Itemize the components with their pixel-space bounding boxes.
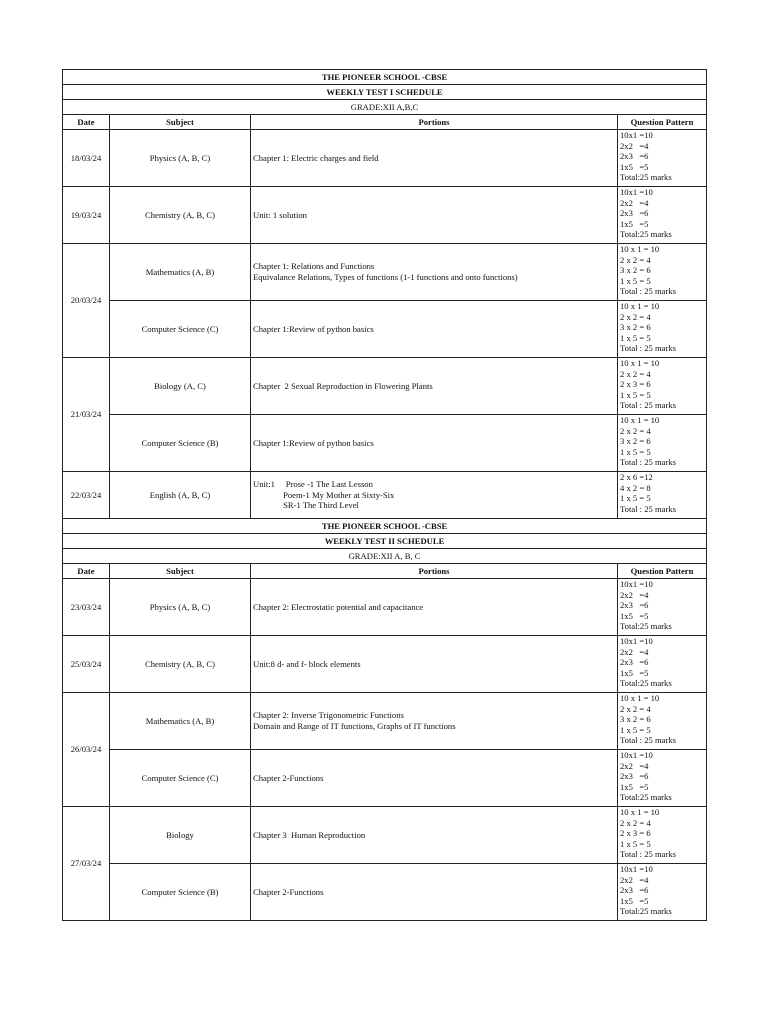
subject-cell: Mathematics (A, B) bbox=[110, 693, 251, 750]
pattern-header: Question Pattern bbox=[618, 115, 707, 130]
subject-cell: Physics (A, B, C) bbox=[110, 130, 251, 187]
subject-cell: Biology bbox=[110, 807, 251, 864]
question-pattern-cell: 10x1 =10 2x2 =4 2x3 =6 1x5 =5 Total:25 marks bbox=[618, 750, 707, 807]
portions-cell: Chapter 2 Sexual Reproduction in Flowering Plants bbox=[251, 358, 618, 415]
subject-cell: Biology (A, C) bbox=[110, 358, 251, 415]
portions-cell: Unit: 1 solution bbox=[251, 187, 618, 244]
section-title-row bbox=[63, 534, 707, 549]
portions-cell: Chapter 2: Electrostatic potential and capacitance bbox=[251, 579, 618, 636]
section-grade-row bbox=[63, 549, 707, 564]
table-row bbox=[63, 693, 707, 750]
schedule-table bbox=[62, 69, 707, 921]
portions-cell: Chapter 1:Review of python basics bbox=[251, 301, 618, 358]
section-school: THE PIONEER SCHOOL -CBSE bbox=[63, 519, 707, 534]
date-cell: 23/03/24 bbox=[63, 579, 110, 636]
question-pattern-cell: 10 x 1 = 10 2 x 2 = 4 3 x 2 = 6 1 x 5 = 5 Total : 25 marks bbox=[618, 244, 707, 301]
portions-header: Portions bbox=[251, 564, 618, 579]
date-cell: 18/03/24 bbox=[63, 130, 110, 187]
subject-header: Subject bbox=[110, 564, 251, 579]
section-school-row bbox=[63, 519, 707, 534]
portions-cell: Unit:1 Prose -1 The Last Lesson Poem-1 My Mother at Sixty-Six SR-1 The Third Level bbox=[251, 472, 618, 519]
portions-cell: Chapter 3 Human Reproduction bbox=[251, 807, 618, 864]
subject-cell: Computer Science (B) bbox=[110, 864, 251, 921]
table-row bbox=[63, 244, 707, 301]
subject-cell: Chemistry (A, B, C) bbox=[110, 187, 251, 244]
section-school-row bbox=[63, 70, 707, 85]
subject-cell: Computer Science (C) bbox=[110, 301, 251, 358]
date-cell: 20/03/24 bbox=[63, 244, 110, 358]
section-title-row bbox=[63, 85, 707, 100]
header-row bbox=[63, 564, 707, 579]
subject-cell: Computer Science (B) bbox=[110, 415, 251, 472]
question-pattern-cell: 10 x 1 = 10 2 x 2 = 4 3 x 2 = 6 1 x 5 = 5 Total : 25 marks bbox=[618, 415, 707, 472]
question-pattern-cell: 10x1 =10 2x2 =4 2x3 =6 1x5 =5 Total:25 marks bbox=[618, 130, 707, 187]
portions-cell: Chapter 1: Electric charges and field bbox=[251, 130, 618, 187]
date-header: Date bbox=[63, 564, 110, 579]
question-pattern-cell: 10x1 =10 2x2 =4 2x3 =6 1x5 =5 Total:25 marks bbox=[618, 864, 707, 921]
table-row bbox=[63, 807, 707, 864]
portions-cell: Chapter 2: Inverse Trigonometric Functions Domain and Range of IT functions, Graphs of IT functions bbox=[251, 693, 618, 750]
subject-cell: Mathematics (A, B) bbox=[110, 244, 251, 301]
section-title: WEEKLY TEST I SCHEDULE bbox=[63, 85, 707, 100]
table-row bbox=[63, 130, 707, 187]
question-pattern-cell: 10 x 1 = 10 2 x 2 = 4 3 x 2 = 6 1 x 5 = 5 Total : 25 marks bbox=[618, 693, 707, 750]
question-pattern-cell: 10 x 1 = 10 2 x 2 = 4 2 x 3 = 6 1 x 5 = 5 Total : 25 marks bbox=[618, 358, 707, 415]
subject-header: Subject bbox=[110, 115, 251, 130]
table-row bbox=[63, 301, 707, 358]
pattern-header: Question Pattern bbox=[618, 564, 707, 579]
section-school: THE PIONEER SCHOOL -CBSE bbox=[63, 70, 707, 85]
question-pattern-cell: 10 x 1 = 10 2 x 2 = 4 3 x 2 = 6 1 x 5 = 5 Total : 25 marks bbox=[618, 301, 707, 358]
date-cell: 25/03/24 bbox=[63, 636, 110, 693]
date-cell: 27/03/24 bbox=[63, 807, 110, 921]
date-cell: 21/03/24 bbox=[63, 358, 110, 472]
portions-cell: Chapter 2-Functions bbox=[251, 750, 618, 807]
question-pattern-cell: 10x1 =10 2x2 =4 2x3 =6 1x5 =5 Total:25 marks bbox=[618, 187, 707, 244]
table-row bbox=[63, 358, 707, 415]
date-header: Date bbox=[63, 115, 110, 130]
section-title: WEEKLY TEST II SCHEDULE bbox=[63, 534, 707, 549]
section-grade: GRADE:XII A, B, C bbox=[63, 549, 707, 564]
subject-cell: Computer Science (C) bbox=[110, 750, 251, 807]
question-pattern-cell: 10 x 1 = 10 2 x 2 = 4 2 x 3 = 6 1 x 5 = 5 Total : 25 marks bbox=[618, 807, 707, 864]
section-grade: GRADE:XII A,B,C bbox=[63, 100, 707, 115]
question-pattern-cell: 2 x 6 =12 4 x 2 = 8 1 x 5 = 5 Total : 25 marks bbox=[618, 472, 707, 519]
table-row bbox=[63, 187, 707, 244]
portions-cell: Chapter 1:Review of python basics bbox=[251, 415, 618, 472]
subject-cell: English (A, B, C) bbox=[110, 472, 251, 519]
subject-cell: Physics (A, B, C) bbox=[110, 579, 251, 636]
portions-cell: Chapter 1: Relations and Functions Equivalance Relations, Types of functions (1-1 functions and onto functions) bbox=[251, 244, 618, 301]
table-row bbox=[63, 472, 707, 519]
table-row bbox=[63, 636, 707, 693]
question-pattern-cell: 10x1 =10 2x2 =4 2x3 =6 1x5 =5 Total:25 marks bbox=[618, 636, 707, 693]
subject-cell: Chemistry (A, B, C) bbox=[110, 636, 251, 693]
date-cell: 22/03/24 bbox=[63, 472, 110, 519]
table-row bbox=[63, 750, 707, 807]
portions-header: Portions bbox=[251, 115, 618, 130]
section-grade-row bbox=[63, 100, 707, 115]
table-row bbox=[63, 415, 707, 472]
table-row bbox=[63, 579, 707, 636]
question-pattern-cell: 10x1 =10 2x2 =4 2x3 =6 1x5 =5 Total:25 marks bbox=[618, 579, 707, 636]
date-cell: 26/03/24 bbox=[63, 693, 110, 807]
portions-cell: Chapter 2-Functions bbox=[251, 864, 618, 921]
portions-cell: Unit:8 d- and f- block elements bbox=[251, 636, 618, 693]
table-row bbox=[63, 864, 707, 921]
date-cell: 19/03/24 bbox=[63, 187, 110, 244]
header-row bbox=[63, 115, 707, 130]
